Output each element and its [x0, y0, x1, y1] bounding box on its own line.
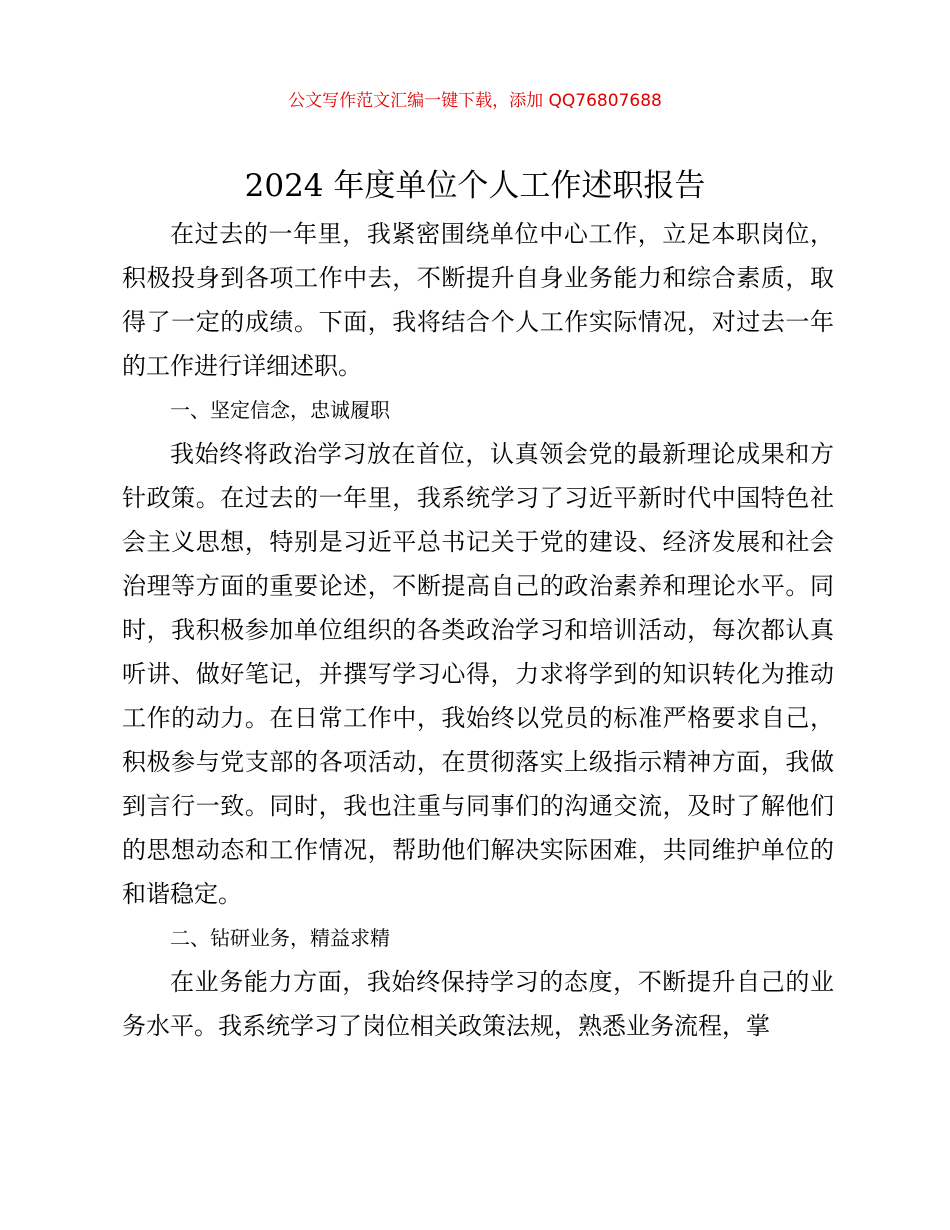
document-title: 2024 年度单位个人工作述职报告 — [244, 168, 706, 204]
section-1-paragraph: 我始终将政治学习放在首位，认真领会党的最新理论成果和方针政策。在过去的一年里，我系统学习了习近平新时代中国特色社会主义思想，特别是习近平总书记关于党的建设、经济发展和社会治理等方面的重要论述，不断提高自己的政治素养和理论水平。同时，我积极参加单位组织的各类政治学习和培训活动，每次都认真听讲、做好笔记，并撰写学习心得，力求将学到的知识转化为推动工作的动力。在日常工作中，我始终以党员的标准严格要求自己，积极参与党支部的各项活动，在贯彻落实上级指示精神方面，我做到言行一致。同时，我也注重与同事们的沟通交流，及时了解他们的思想动态和工作情况，帮助他们解决实际困难，共同维护单位的和谐稳定。 — [122, 440, 834, 908]
section-2-paragraph: 在业务能力方面，我始终保持学习的态度，不断提升自己的业务水平。我系统学习了岗位相关政策法规，熟悉业务流程，掌 — [122, 968, 834, 1040]
section-heading-2: 二、钻研业务，精益求精 — [170, 926, 390, 950]
document-body — [122, 212, 834, 1048]
download-banner: 公文写作范文汇编一键下载，添加 QQ76807688 — [288, 91, 662, 111]
intro-paragraph: 在过去的一年里，我紧密围绕单位中心工作，立足本职岗位，积极投身到各项工作中去，不断提升自身业务能力和综合素质，取得了一定的成绩。下面，我将结合个人工作实际情况，对过去一年的工作进行详细述职。 — [122, 220, 834, 380]
section-heading-1: 一、坚定信念，忠诚履职 — [170, 398, 390, 422]
